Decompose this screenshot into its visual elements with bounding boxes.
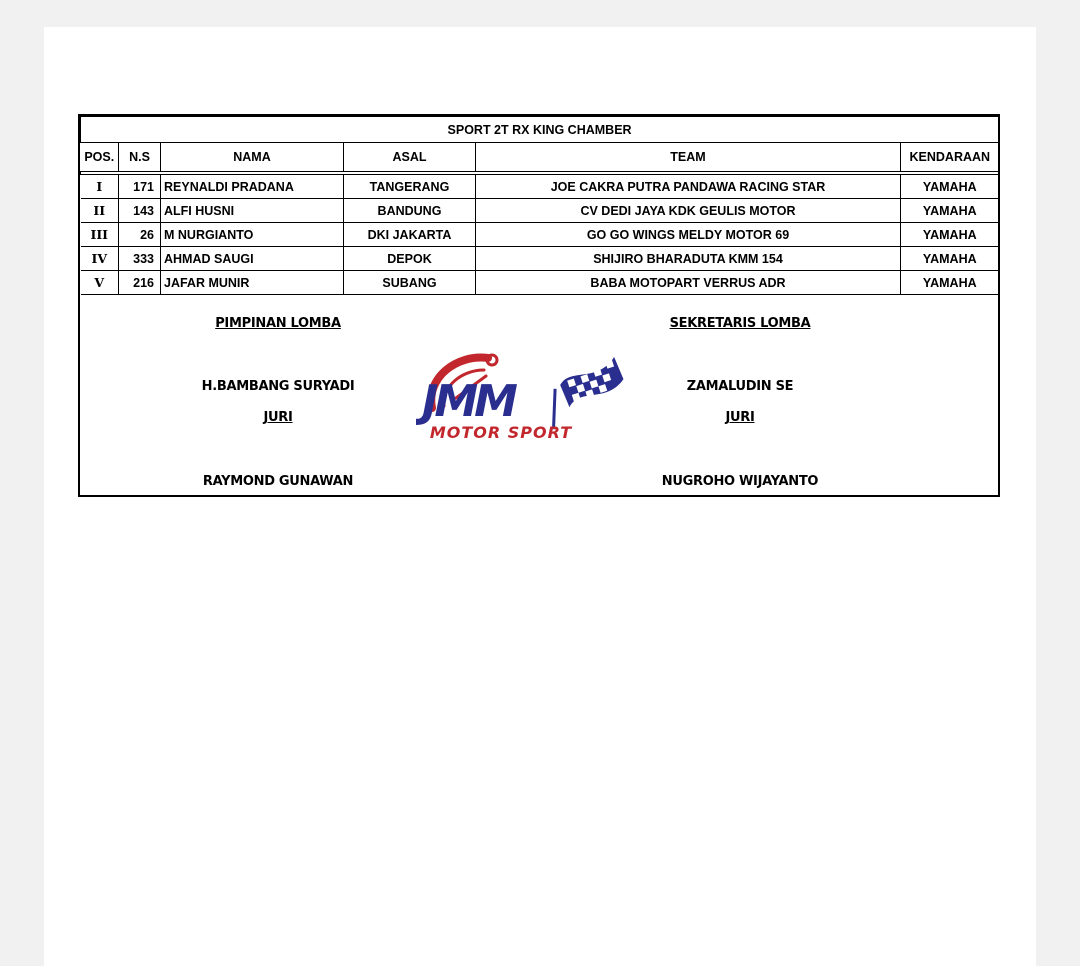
cell-team: CV DEDI JAYA KDK GEULIS MOTOR (476, 199, 901, 223)
sekretaris-lomba-title: SEKRETARIS LOMBA (669, 316, 811, 331)
table-title: SPORT 2T RX KING CHAMBER (81, 117, 999, 143)
cell-asal: DEPOK (344, 247, 476, 271)
results-table (80, 116, 999, 295)
pimpinan-lomba-title: PIMPINAN LOMBA (215, 316, 341, 331)
cell-kendaraan: YAMAHA (901, 271, 999, 295)
cell-team: GO GO WINGS MELDY MOTOR 69 (476, 223, 901, 247)
table-row (81, 247, 999, 271)
table-row (81, 175, 999, 199)
cell-pos: III (81, 223, 119, 247)
header-ns: N.S (119, 143, 161, 172)
left-juri-name: RAYMOND GUNAWAN (202, 474, 354, 489)
cell-pos: IV (81, 247, 119, 271)
cell-nama: AHMAD SAUGI (161, 247, 344, 271)
pimpinan-lomba-name: H.BAMBANG SURYADI (201, 379, 355, 394)
cell-ns: 143 (119, 199, 161, 223)
cell-nama: JAFAR MUNIR (161, 271, 344, 295)
cell-pos: V (81, 271, 119, 295)
cell-kendaraan: YAMAHA (901, 247, 999, 271)
header-pos: POS. (81, 143, 119, 172)
cell-nama: REYNALDI PRADANA (161, 175, 344, 199)
cell-kendaraan: YAMAHA (901, 223, 999, 247)
header-nama: NAMA (161, 143, 344, 172)
cell-asal: DKI JAKARTA (344, 223, 476, 247)
cell-asal: BANDUNG (344, 199, 476, 223)
results-sheet (78, 114, 1000, 497)
logo-tagline: MOTOR SPORT (429, 423, 573, 442)
cell-ns: 171 (119, 175, 161, 199)
cell-nama: M NURGIANTO (161, 223, 344, 247)
cell-ns: 333 (119, 247, 161, 271)
cell-asal: SUBANG (344, 271, 476, 295)
left-juri-label: JURI (263, 410, 293, 425)
cell-pos: I (81, 175, 119, 199)
cell-nama: ALFI HUSNI (161, 199, 344, 223)
cell-kendaraan: YAMAHA (901, 199, 999, 223)
header-row (81, 143, 999, 172)
cell-team: JOE CAKRA PUTRA PANDAWA RACING STAR (476, 175, 901, 199)
table-row (81, 223, 999, 247)
cell-ns: 26 (119, 223, 161, 247)
header-team: TEAM (476, 143, 901, 172)
table-row (81, 271, 999, 295)
cell-ns: 216 (119, 271, 161, 295)
document-page (44, 27, 1036, 966)
cell-team: SHIJIRO BHARADUTA KMM 154 (476, 247, 901, 271)
right-juri-name: NUGROHO WIJAYANTO (661, 474, 819, 489)
cell-pos: II (81, 199, 119, 223)
cell-team: BABA MOTOPART VERRUS ADR (476, 271, 901, 295)
header-asal: ASAL (344, 143, 476, 172)
logo-brand-text: JMM (422, 376, 514, 427)
right-juri-label: JURI (725, 410, 755, 425)
sekretaris-lomba-name: ZAMALUDIN SE (686, 379, 794, 394)
cell-kendaraan: YAMAHA (901, 175, 999, 199)
cell-asal: TANGERANG (344, 175, 476, 199)
header-kendaraan: KENDARAAN (901, 143, 999, 172)
table-row (81, 199, 999, 223)
